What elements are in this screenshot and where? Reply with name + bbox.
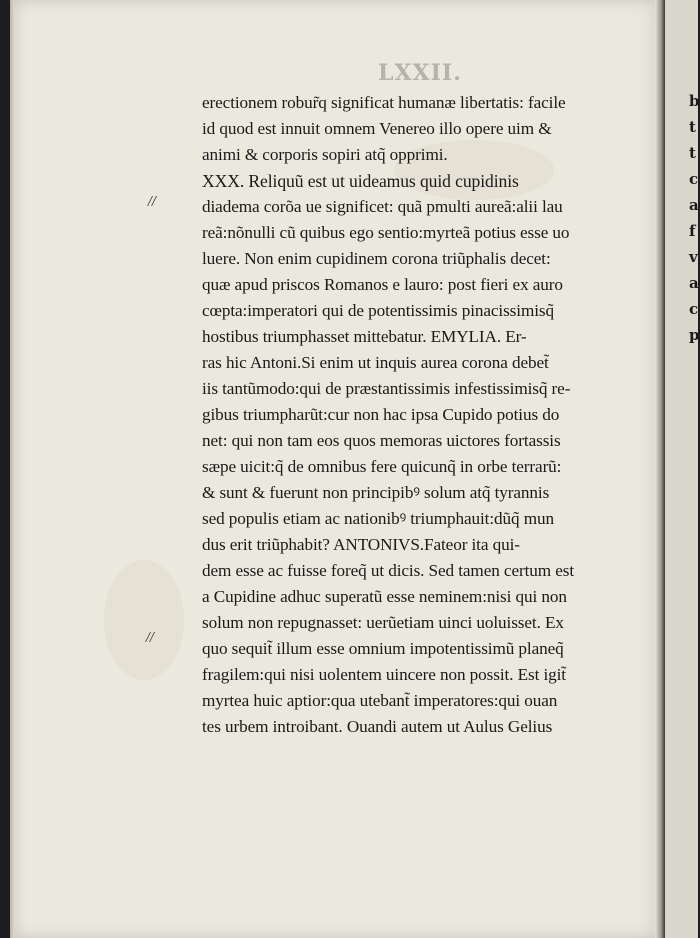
book-gutter	[655, 0, 665, 938]
text-line: quo sequit̃ illum esse omnium impotentissimũ planeq̃	[202, 639, 564, 658]
text-line: quæ apud priscos Romanos e lauro: post fieri ex auro	[202, 275, 563, 294]
text-line: sæpe uicit:q̃ de omnibus fere quicunq̃ in orbe terrarũ:	[202, 457, 562, 476]
text-line: ras hic Antoni.Si enim ut inquis aurea corona debet̃	[202, 353, 549, 372]
text-line: iis tantũmodo:qui de præstantissimis infestissimisq̃ re-	[202, 379, 571, 398]
facing-letter: f	[689, 222, 696, 240]
text-line: tes urbem introibant. Ouandi autem ut Aulus Gelius	[202, 717, 553, 736]
text-block	[202, 90, 632, 740]
text-line: dem esse ac fuisse foreq̃ ut dicis. Sed tamen certum est	[202, 561, 575, 580]
facing-letter: t	[689, 144, 696, 162]
text-line: & sunt & fuerunt non principibꝰ solum atq̃ tyrannis	[202, 483, 550, 502]
facing-letter: b	[689, 92, 700, 110]
folio-number: LXXII.	[378, 60, 462, 86]
text-line: sed populis etiam ac nationibꝰ triumphauit:dũq̃ mun	[202, 509, 554, 528]
facing-letter: c	[689, 170, 699, 188]
facing-letter: t	[689, 118, 696, 136]
facing-letter: c	[689, 300, 699, 318]
facing-page-text	[689, 88, 698, 348]
paper-stain	[104, 560, 184, 680]
facing-letter: a	[689, 196, 699, 214]
text-line: animi & corporis sopiri atq̃ opprimi.	[202, 145, 448, 164]
text-line: fragilem:qui nisi uolentem uincere non possit. Est igit̃	[202, 665, 566, 684]
margin-mark: //	[148, 194, 157, 208]
text-line: solum non repugnasset: uerũetiam uinci uoluisset. Ex	[202, 613, 564, 632]
text-line: id quod est innuit omnem Venereo illo opere uim &	[202, 119, 552, 138]
section-heading-line: XXX. Reliquũ est ut uideamus quid cupidinis	[202, 171, 519, 191]
text-line: myrtea huic aptior:qua utebant̃ imperatores:qui ouan	[202, 691, 558, 710]
text-line: cœpta:imperatori qui de potentissimis pinacissimisq̃	[202, 301, 554, 320]
text-line: erectionem robur̃q significat humanæ libertatis: facile	[202, 93, 566, 112]
text-line: a Cupidine adhuc superatũ esse neminem:nisi qui non	[202, 587, 567, 606]
facing-letter: a	[689, 274, 699, 292]
text-line: hostibus triumphasset mittebatur. EMYLIA. Er-	[202, 327, 527, 346]
facing-letter: p	[689, 326, 700, 344]
text-line: reã:nõnulli cũ quibus ego sentio:myrteã potius esse uo	[202, 223, 570, 242]
text-line: gibus triumpharũt:cur non hac ipsa Cupido potius do	[202, 405, 560, 424]
text-line: net: qui non tam eos quos memoras uictores fortassis	[202, 431, 561, 450]
text-line: diadema corõa ue significet: quã pmulti aureã:alii lau	[202, 197, 563, 216]
text-line: dus erit triũphabit? ANTONIVS.Fateor ita qui-	[202, 535, 520, 554]
margin-mark: //	[146, 630, 155, 644]
text-line: luere. Non enim cupidinem corona triũphalis decet:	[202, 249, 551, 268]
facing-letter: v	[689, 248, 698, 266]
